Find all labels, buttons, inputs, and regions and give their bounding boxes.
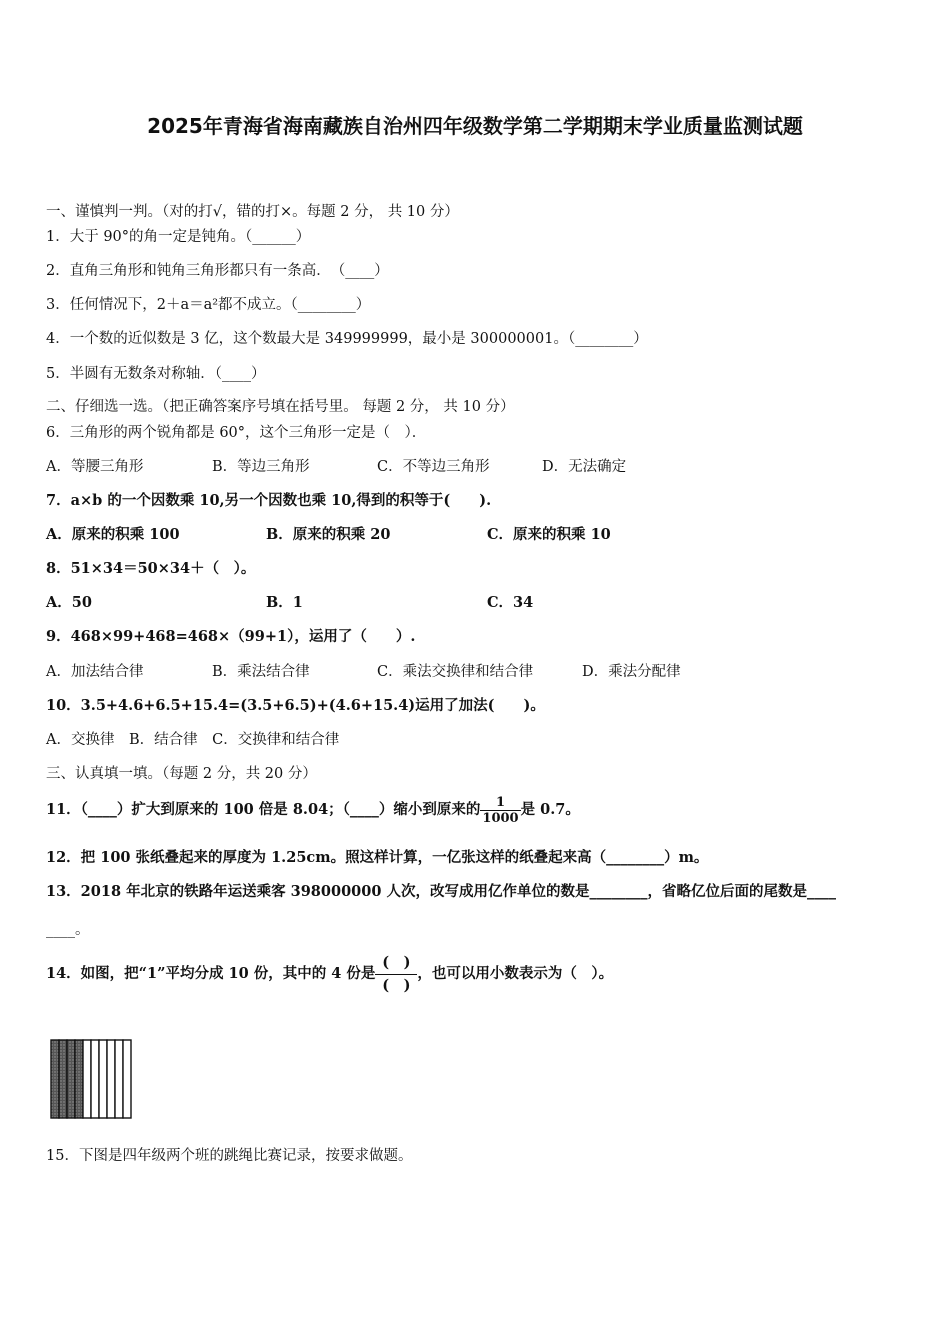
question-4: 4．一个数的近似数是 3 亿，这个数最大是 349999999，最小是 300000001。（________） bbox=[46, 331, 648, 347]
unshaded-strip bbox=[107, 1040, 115, 1118]
q8-option-c: C．34 bbox=[487, 594, 534, 611]
q9-option-b: B．乘法结合律 bbox=[212, 664, 310, 680]
q14-fraction bbox=[375, 952, 417, 997]
shaded-strip bbox=[75, 1040, 83, 1118]
q8-option-b: B．1 bbox=[266, 594, 303, 611]
q14-text-a: 14．如图，把“1”平均分成 10 份，其中的 4 份是 bbox=[46, 965, 376, 982]
q9-option-c: C．乘法交换律和结合律 bbox=[377, 664, 534, 680]
unshaded-strip bbox=[115, 1040, 123, 1118]
q11-text-b: 是 0.7。 bbox=[520, 801, 580, 818]
question-13-continued: ____。 bbox=[46, 922, 90, 938]
question-14 bbox=[46, 950, 613, 998]
question-8: 8．51×34＝50×34＋（ ）。 bbox=[46, 560, 256, 577]
q11-fraction bbox=[480, 795, 520, 826]
q8-option-a: A．50 bbox=[46, 594, 92, 611]
question-5: 5．半圆有无数条对称轴．（____） bbox=[46, 366, 266, 382]
shaded-strip bbox=[67, 1040, 75, 1118]
q9-option-a: A．加法结合律 bbox=[46, 664, 144, 680]
q7-option-c: C．原来的积乘 10 bbox=[487, 526, 611, 543]
question-11 bbox=[46, 790, 580, 830]
question-1: 1．大于 90°的角一定是钝角。（______） bbox=[46, 229, 311, 245]
question-6: 6．三角形的两个锐角都是 60°，这个三角形一定是（ ）． bbox=[46, 425, 427, 441]
page-title: 2025年青海省海南藏族自治州四年级数学第二学期期末学业质量监测试题 bbox=[147, 114, 803, 138]
question-3: 3．任何情况下，2＋a＝a²都不成立。（________） bbox=[46, 297, 371, 313]
q14-numerator: ( ) bbox=[375, 952, 417, 975]
q11-text-a: 11．（____）扩大到原来的 100 倍是 8.04；（____）缩小到原来的 bbox=[46, 801, 481, 818]
unshaded-strip bbox=[91, 1040, 99, 1118]
q6-option-c: C．不等边三角形 bbox=[377, 459, 490, 475]
q7-option-a: A．原来的积乘 100 bbox=[46, 526, 180, 543]
section-1-heading: 一、谨慎判一判。（对的打√，错的打×。每题 2 分， 共 10 分） bbox=[46, 204, 459, 220]
unshaded-strip bbox=[99, 1040, 107, 1118]
section-3-heading: 三、认真填一填。（每题 2 分，共 20 分） bbox=[46, 766, 317, 782]
question-12: 12．把 100 张纸叠起来的厚度为 1.25cm。照这样计算，一亿张这样的纸叠起来高（________）m。 bbox=[46, 849, 709, 866]
q11-denominator: 1000 bbox=[482, 810, 519, 826]
q6-option-d: D．无法确定 bbox=[542, 459, 627, 475]
q14-text-b: ，也可以用小数表示为（ ）。 bbox=[417, 965, 614, 982]
shaded-strip bbox=[59, 1040, 67, 1118]
q9-option-d: D．乘法分配律 bbox=[582, 664, 681, 680]
q6-option-b: B．等边三角形 bbox=[212, 459, 310, 475]
question-13: 13．2018 年北京的铁路年运送乘客 398000000 人次，改写成用亿作单位的数是________，省略亿位后面的尾数是____ bbox=[46, 883, 836, 900]
q11-numerator: 1 bbox=[480, 795, 520, 811]
question-7: 7．a×b 的一个因数乘 10,另一个因数也乘 10,得到的积等于( ). bbox=[46, 492, 492, 509]
section-2-heading: 二、仔细选一选。（把正确答案序号填在括号里。 每题 2 分， 共 10 分） bbox=[46, 399, 515, 415]
question-10-options: A．交换律 B．结合律 C．交换律和结合律 bbox=[46, 732, 340, 748]
question-15: 15．下图是四年级两个班的跳绳比赛记录，按要求做题。 bbox=[46, 1148, 413, 1164]
q14-denominator: ( ) bbox=[382, 976, 411, 994]
fraction-strip-figure bbox=[48, 1038, 136, 1122]
question-9: 9．468×99+468=468×（99+1），运用了（ ）. bbox=[46, 628, 416, 645]
shaded-strip bbox=[51, 1040, 59, 1118]
q6-option-a: A．等腰三角形 bbox=[46, 459, 144, 475]
question-2: 2．直角三角形和钝角三角形都只有一条高． （____） bbox=[46, 263, 389, 279]
unshaded-strip bbox=[83, 1040, 91, 1118]
question-10: 10．3.5+4.6+6.5+15.4=(3.5+6.5)+(4.6+15.4)运用了加法( )。 bbox=[46, 697, 545, 714]
unshaded-strip bbox=[123, 1040, 131, 1118]
q7-option-b: B．原来的积乘 20 bbox=[266, 526, 391, 543]
